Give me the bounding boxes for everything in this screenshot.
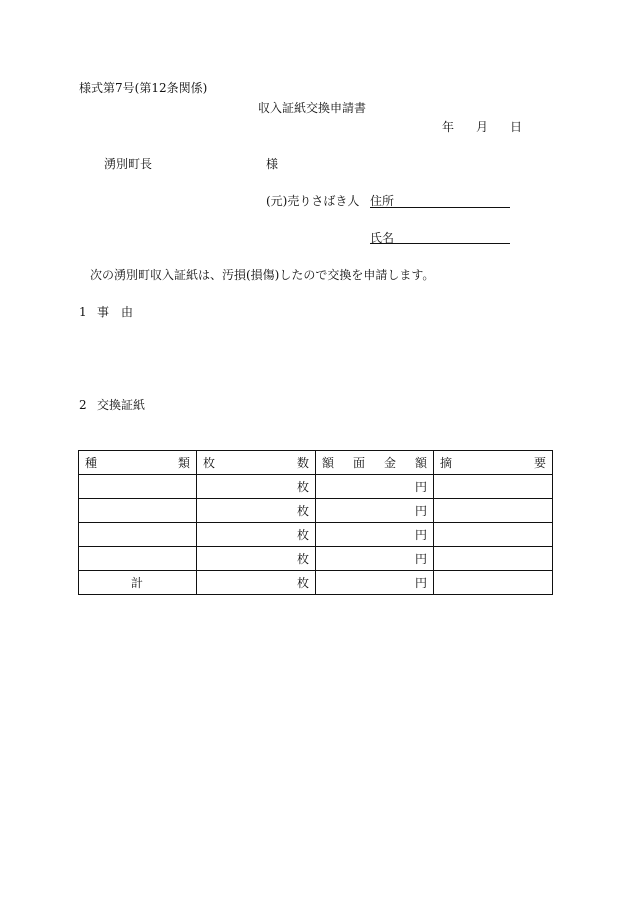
honorific: 様	[266, 157, 279, 171]
address-label: 住所	[370, 194, 395, 208]
table-row	[79, 499, 553, 523]
address-field-line[interactable]	[370, 207, 510, 208]
section-reason	[79, 305, 133, 319]
cell-remarks[interactable]	[434, 547, 553, 571]
name-field-line[interactable]	[370, 243, 510, 244]
cell-type[interactable]	[79, 499, 197, 523]
table-row	[79, 475, 553, 499]
section-exchange-number: 2	[79, 398, 87, 412]
section-reason-number: 1	[79, 305, 87, 319]
cell-type[interactable]	[79, 547, 197, 571]
table-header-row	[79, 451, 553, 475]
total-amount[interactable]: 円	[316, 571, 434, 595]
cell-amount[interactable]: 円	[316, 523, 434, 547]
header-count: 枚 数	[197, 451, 316, 475]
cell-count[interactable]: 枚	[197, 499, 316, 523]
table-row	[79, 523, 553, 547]
exchange-stamps-table	[78, 450, 553, 595]
addressee: 湧別町長	[104, 157, 153, 171]
cell-remarks[interactable]	[434, 523, 553, 547]
cell-count[interactable]: 枚	[197, 523, 316, 547]
seller-label: (元)売りさばき人	[266, 194, 360, 208]
table-total-row	[79, 571, 553, 595]
cell-remarks[interactable]	[434, 499, 553, 523]
cell-count[interactable]: 枚	[197, 547, 316, 571]
cell-type[interactable]	[79, 523, 197, 547]
application-statement: 次の湧別町収入証紙は、汚損(損傷)したので交換を申請します。	[90, 268, 435, 282]
section-exchange-label: 交換証紙	[97, 398, 146, 412]
total-count[interactable]: 枚	[197, 571, 316, 595]
cell-remarks[interactable]	[434, 475, 553, 499]
document-title: 収入証紙交換申請書	[258, 101, 367, 115]
date-year: 年	[442, 120, 455, 134]
date-line	[442, 120, 522, 134]
section-reason-label: 事 由	[97, 305, 134, 319]
total-label: 計	[79, 571, 197, 595]
section-exchange-stamps	[79, 398, 145, 412]
cell-amount[interactable]: 円	[316, 475, 434, 499]
header-type: 種 類	[79, 451, 197, 475]
form-number: 様式第7号(第12条関係)	[79, 81, 208, 95]
header-face-value: 額 面 金 額	[316, 451, 434, 475]
header-remarks: 摘 要	[434, 451, 553, 475]
table-row	[79, 547, 553, 571]
date-month: 月	[476, 120, 489, 134]
cell-count[interactable]: 枚	[197, 475, 316, 499]
cell-amount[interactable]: 円	[316, 547, 434, 571]
date-day: 日	[510, 120, 523, 134]
cell-type[interactable]	[79, 475, 197, 499]
total-remarks[interactable]	[434, 571, 553, 595]
cell-amount[interactable]: 円	[316, 499, 434, 523]
name-label: 氏名	[370, 231, 395, 245]
